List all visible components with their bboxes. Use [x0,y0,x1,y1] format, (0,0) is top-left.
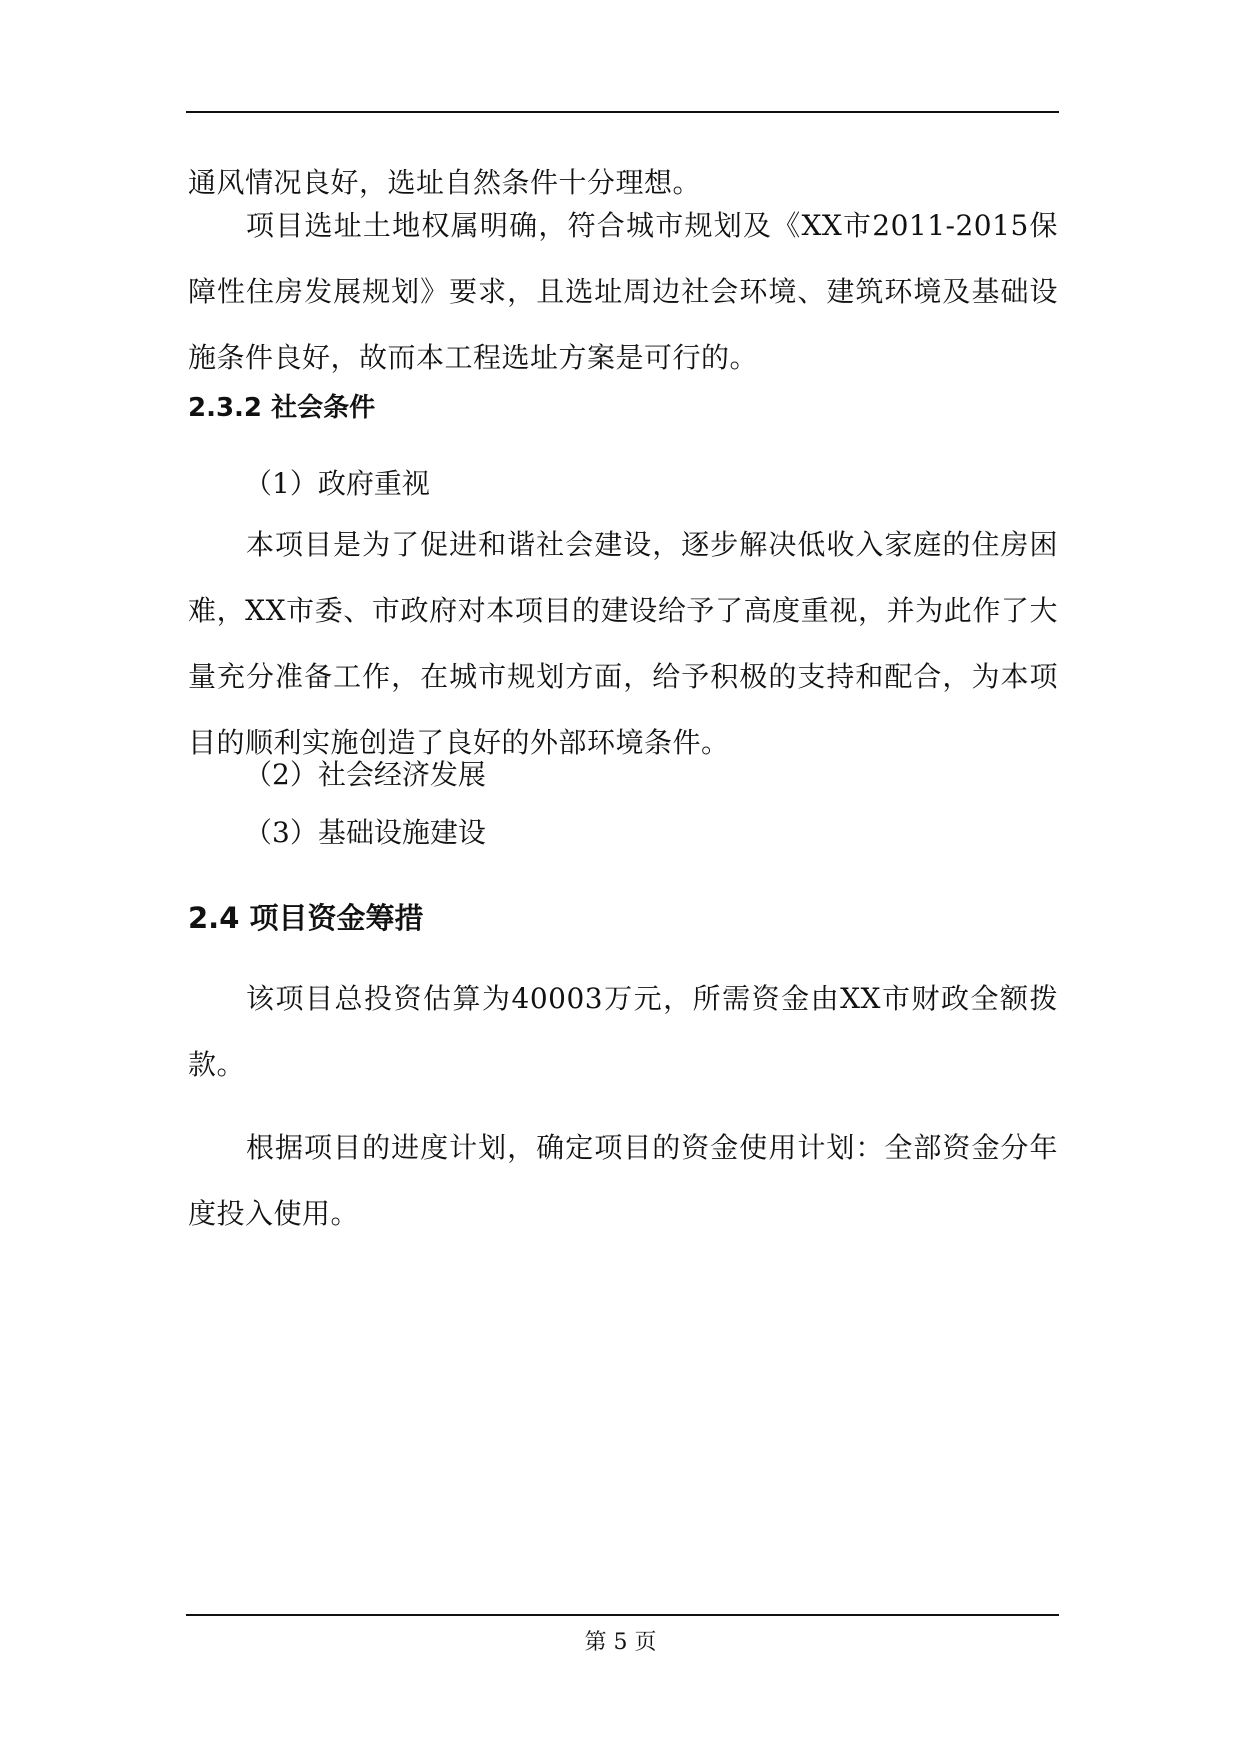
paragraph-government-support: 本项目是为了促进和谐社会建设，逐步解决低收入家庭的住房困难，XX市委、市政府对本项目的建设给予了高度重视，并为此作了大量充分准备工作，在城市规划方面，给予积极的支持和配合，为本项目的顺利实施创造了良好的外部环境条件。 [188,528,1058,759]
list-item-government-support: （1）政府重视 [244,467,430,500]
footer-rule [186,1614,1059,1616]
header-rule [186,111,1059,113]
paragraph-funding-plan: 根据项目的进度计划，确定项目的资金使用计划：全部资金分年度投入使用。 [188,1131,1058,1230]
page-number: 第 5 页 [584,1630,657,1655]
paragraph-site-selection: 项目选址土地权属明确，符合城市规划及《XX市2011-2015保障性住房发展规划》要求，且选址周边社会环境、建筑环境及基础设施条件良好，故而本工程选址方案是可行的。 [188,209,1058,374]
paragraph-continuation: 通风情况良好，选址自然条件十分理想。 [188,166,702,199]
section-heading-funding: 2.4 项目资金筹措 [188,901,424,935]
section-heading-social-conditions: 2.3.2 社会条件 [188,393,376,423]
list-item-economic-development: （2）社会经济发展 [244,758,486,791]
paragraph-total-investment: 该项目总投资估算为40003万元，所需资金由XX市财政全额拨款。 [188,982,1058,1081]
list-item-infrastructure: （3）基础设施建设 [244,816,486,849]
